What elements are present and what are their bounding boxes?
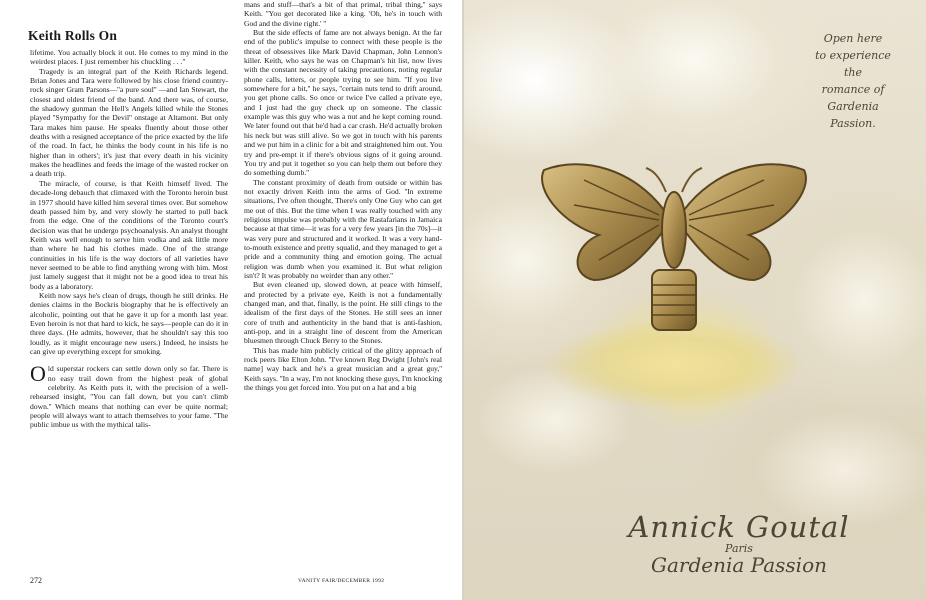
article-page — [0, 0, 462, 600]
article-column-1 — [30, 48, 228, 430]
ad-tagline: Open here to experience the romance of Gardenia Passion. — [815, 32, 891, 130]
paragraph: Keith now says he's clean of drugs, though he still drinks. He denies claims in the Bockris biography that he is effectively an alcoholic, pointing out that he gave it up for a month last year. Even heroin is not that hard to kick, he says—people can do it in three days. (He admits, however, that he shouldn't say this too loudly, as it might encourage new users.) Indeed, he insists he can give up everything except for smoking. — [30, 290, 228, 356]
paragraph: This has made him publicly critical of the glitzy approach of rock peers like Elton John. ''I've known Reg Dwight [John's real name] way back and he's a great musician and a great guy,'' Keith says. ''In a way, I'm not knocking these guys, I'm knocking the things you get forced into. You put on a hat and a big — [244, 345, 442, 393]
page-number: 272 — [30, 576, 42, 585]
perfume-advertisement — [464, 0, 926, 600]
paragraph: The constant proximity of death from outside or within has not exactly driven Keith into the arms of God. ''In extreme situations, I've often thought, There's only One Guy who can get me out of this. But the time when I was really touched with any religious impulse was probably with the Rastafarians in Jamaica because at that time—it was for a very few years [in the 70s]—it was very pure and structured and it worked. It was a very hand-to-mouth existence and pretty squalid, and they managed to get a pride and a community thing and emotion going. The actual religion was dumb when you examined it. But what religion isn't? It was probably no weirder than any other.'' — [244, 177, 442, 280]
drop-cap: O — [30, 361, 46, 387]
article-column-2 — [244, 0, 442, 392]
paragraph: mans and stuff—that's a bit of that primal, tribal thing,'' says Keith. ''You get decorated like a king. 'Oh, he's in touch with God and the divine right.' '' — [244, 0, 442, 28]
paragraph: Tragedy is an integral part of the Keith Richards legend. Brian Jones and Tara were followed by his close friend country-rock singer Gram Parsons—''a pure soul'' —and Ian Stewart, the closest and oldest friend of the band. And there was, of course, the shadowy gunman the Hell's Angels killed while the Stones played ''Sympathy for the Devil'' onstage at Altamont. But only Tara makes him pause. He speaks fluently about those other deaths with a resigned acceptance of the price exacted by the life of the road. In fact, he thinks the body count in his life is no higher than in others'; it's just that every death in his vicinity makes the headlines and feeds the image of the wasted rocker on a death trip. — [30, 66, 228, 179]
paragraph: lifetime. You actually block it out. He comes to my mind in the weirdest places. I just remember his chuckling . . .'' — [30, 48, 228, 67]
paragraph: But the side effects of fame are not always benign. At the far end of the public's impulse to connect with these people is the threat of obsessives like Mark David Chapman, John Lennon's killer. Keith, who says he was on Chapman's hit list, now lives with the constant necessity of taking precautions, noting regular phone calls, letters, or people trying to see him. ''If you live somewhere for a bit,'' he says, ''certain nuts tend to drift around, you get phone calls. So once or twice I've called a private eye, and I just had the guy check up on someone. The classic example was this guy who was a nut and he kept coming round. We later found out that he'd had a car crash. He'd actually broken his neck but was still alive. So we got in touch with his parents and we put him in a clinic for a bit and straightened him out. You try and pre-empt it if there's obvious signs of it going around. You try and put it together so you can help them out before they do something dumb.'' — [244, 28, 443, 178]
paragraph: The miracle, of course, is that Keith himself lived. The decade-long debauch that climaxed with the Toronto heroin bust in 1977 should have killed him several times over. But somehow death passed him by, and very slowly he started to pull back from the edge. One of the conditions of the Toronto court's decision was that he undergo psychoanalysis. An analyst thought Keith was well enough to serve him vodka and ask little more than where he had his clothes made. One of the strange continuities in his life is the way doctors of all varieties have never seemed to be able to find anything wrong with him. Most just lamely suggest that it might not be a good idea to treat his body as a laboratory. — [30, 178, 228, 291]
issue-credit: VANITY FAIR/DECEMBER 1992 — [298, 578, 385, 584]
article-headline: Keith Rolls On — [28, 28, 118, 43]
brand-logo: Annick Goutal Paris Gardenia Passion — [628, 510, 850, 577]
butterfly-bottle-icon — [524, 130, 824, 410]
paragraph-dropcap: Old superstar rockers can settle down only so far. There is no easy trail down from the highest peak of global celebrity. As Keith puts it, with the precision of a well-rehearsed insight, ''You can fall down, but you can't climb down.'' Which means that nothing can ever be quite normal; people will always want to attach themselves to your fame. ''The public imbue us with the mythical talis- — [30, 361, 228, 430]
paragraph: But even cleaned up, slowed down, at peace with himself, and protected by a private eye, Keith is not a fundamentally changed man, and that, finally, is the point. He still clings to the idealism of the first days of the Stones. He still sees an inner core of truth and authenticity in the band that is anti-fashion, anti-pop, and in a straight line of descent from the American bluesmen through Chuck Berry to the Stones. — [244, 280, 442, 346]
